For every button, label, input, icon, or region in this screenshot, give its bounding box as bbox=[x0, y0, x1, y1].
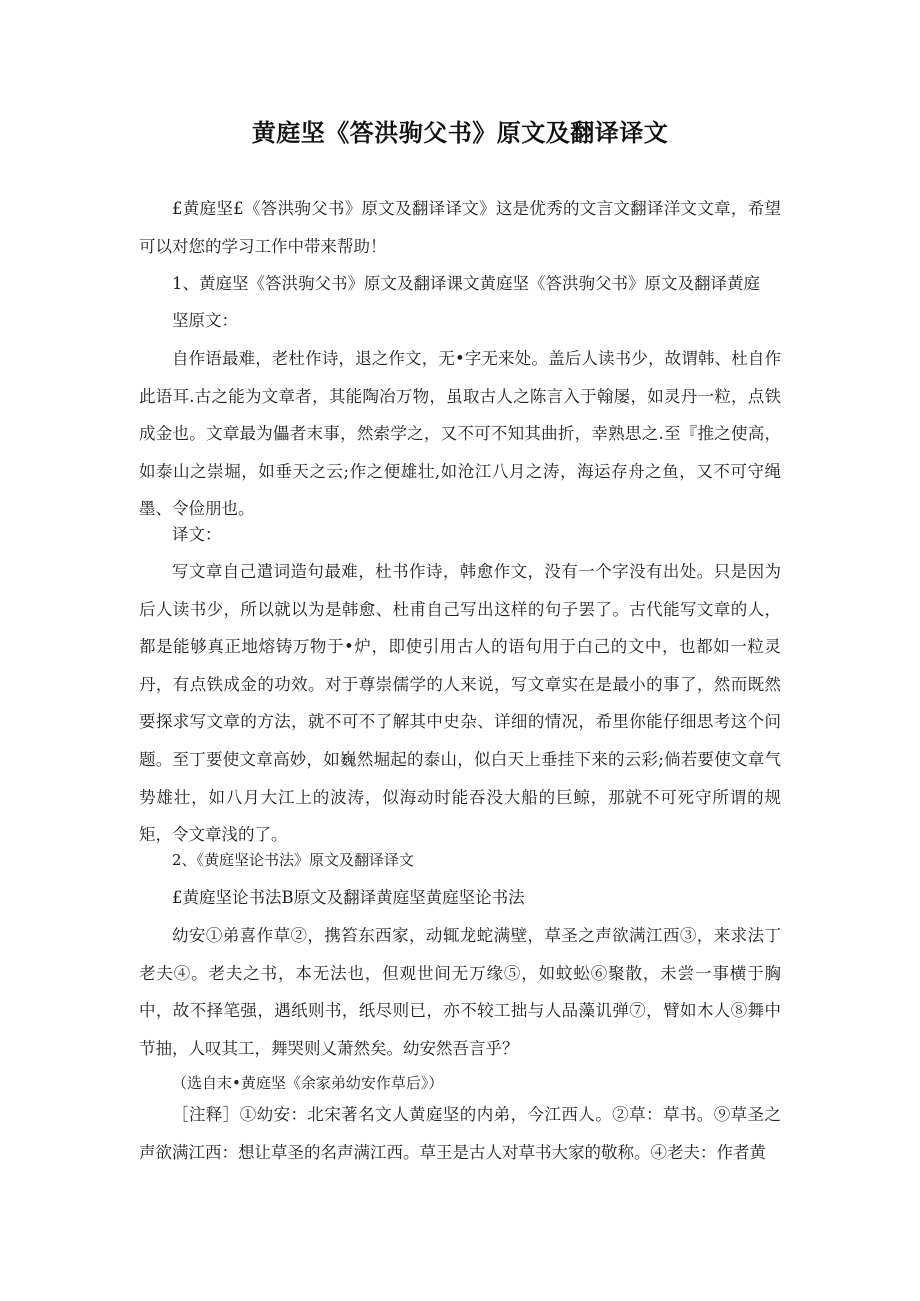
section1-heading-line1: 1、黄庭坚《答洪驹父书》原文及翻译课文黄庭坚《答洪驹父书》原文及翻译黄庭 bbox=[172, 274, 760, 293]
source-line: （选自末•黄庭坚《余家弟幼安作草后》） bbox=[172, 1074, 444, 1092]
section2-paragraph: 幼安①弟喜作草②，携笞东西家，动辄龙蛇满壁，草圣之声欲满江西③，来求法丁老夫④。老夫之书，本无法也，但观世间无万缘⑤，如蚊蚣⑥聚散，未尝一事横于胸中，故不择笔强，遇纸则书，纸尽则已，亦不较工拙与人品藻讥弹⑦，臂如木人⑧舞中节抽，人叹其工，舞哭则乂萧然矣。幼安然吾言乎？ bbox=[139, 926, 781, 1058]
section2-subheading: £黄庭坚论书法B原文及翻译黄庭坚黄庭坚论书法 bbox=[172, 888, 525, 907]
intro-paragraph: £黄庭坚£《答洪驹父书》原文及翻译译文》这是优秀的文言文翻译洋文文章，希望可以对您的学习工作中带来帮助！ bbox=[139, 199, 781, 256]
translation-paragraph: 写文章自己遣词造句最难，杜书作诗，韩愈作文，没有一个字没有出处。只是因为后人读书少，所以就以为是韩愈、杜甫自己写出这样的句子罢了。古代能写文章的人，都是能够真正地熔铸万物于•炉，即使引用古人的语句用于白己的文中，也都如一粒灵丹，有点铁成金的功效。对于尊崇儒学的人来说，写文章实在是最小的事了，然而既然要探求写文章的方法，就不可不了解其中史杂、详细的情况，希里你能仔细思考这个问题。至丁要使文章高妙，如巍然堀起的泰山，似白天上垂挂下来的云彩;倘若要使文章气势雄壮，如八月大江上的波涛，似海动时能吞没大船的巨鲸，那就不可死守所谓的规矩，令文章浅的了。 bbox=[139, 562, 781, 845]
document-title: 黄庭坚《答洪驹父书》原文及翻译译文 bbox=[251, 119, 669, 147]
section2-heading: 2、《黄庭坚论书法》原文及翻译译文 bbox=[172, 851, 415, 869]
notes-paragraph: ［注释］①幼安：北宋著名文人黄庭坚的内弟，今江西人。②草：草书。⑨草圣之声欲满江西：想让草圣的名声满江西。草王是古人对草书大家的敬称。④老夫：作者黄 bbox=[139, 1105, 781, 1162]
original-text-paragraph: 自作语最难，老杜作诗，退之作文，无•字无来处。盖后人读书少，故谓韩、杜自作此语耳.古之能为文章者，其能陶冶万物，虽取古人之陈言入于翰屡，如灵丹一粒，点铁成金也。文章最为儡者末事，然索学之，又不可不知其曲折，幸熟思之.至『推之使高，如泰山之崇堀，如垂天之云;作之便雄壮,如沧江八月之涛，海运存舟之鱼，又不可守绳墨、令俭朋也。 bbox=[139, 349, 781, 519]
section1-heading-line2: 坚原文： bbox=[172, 311, 238, 330]
translation-label: 译文： bbox=[172, 525, 222, 544]
